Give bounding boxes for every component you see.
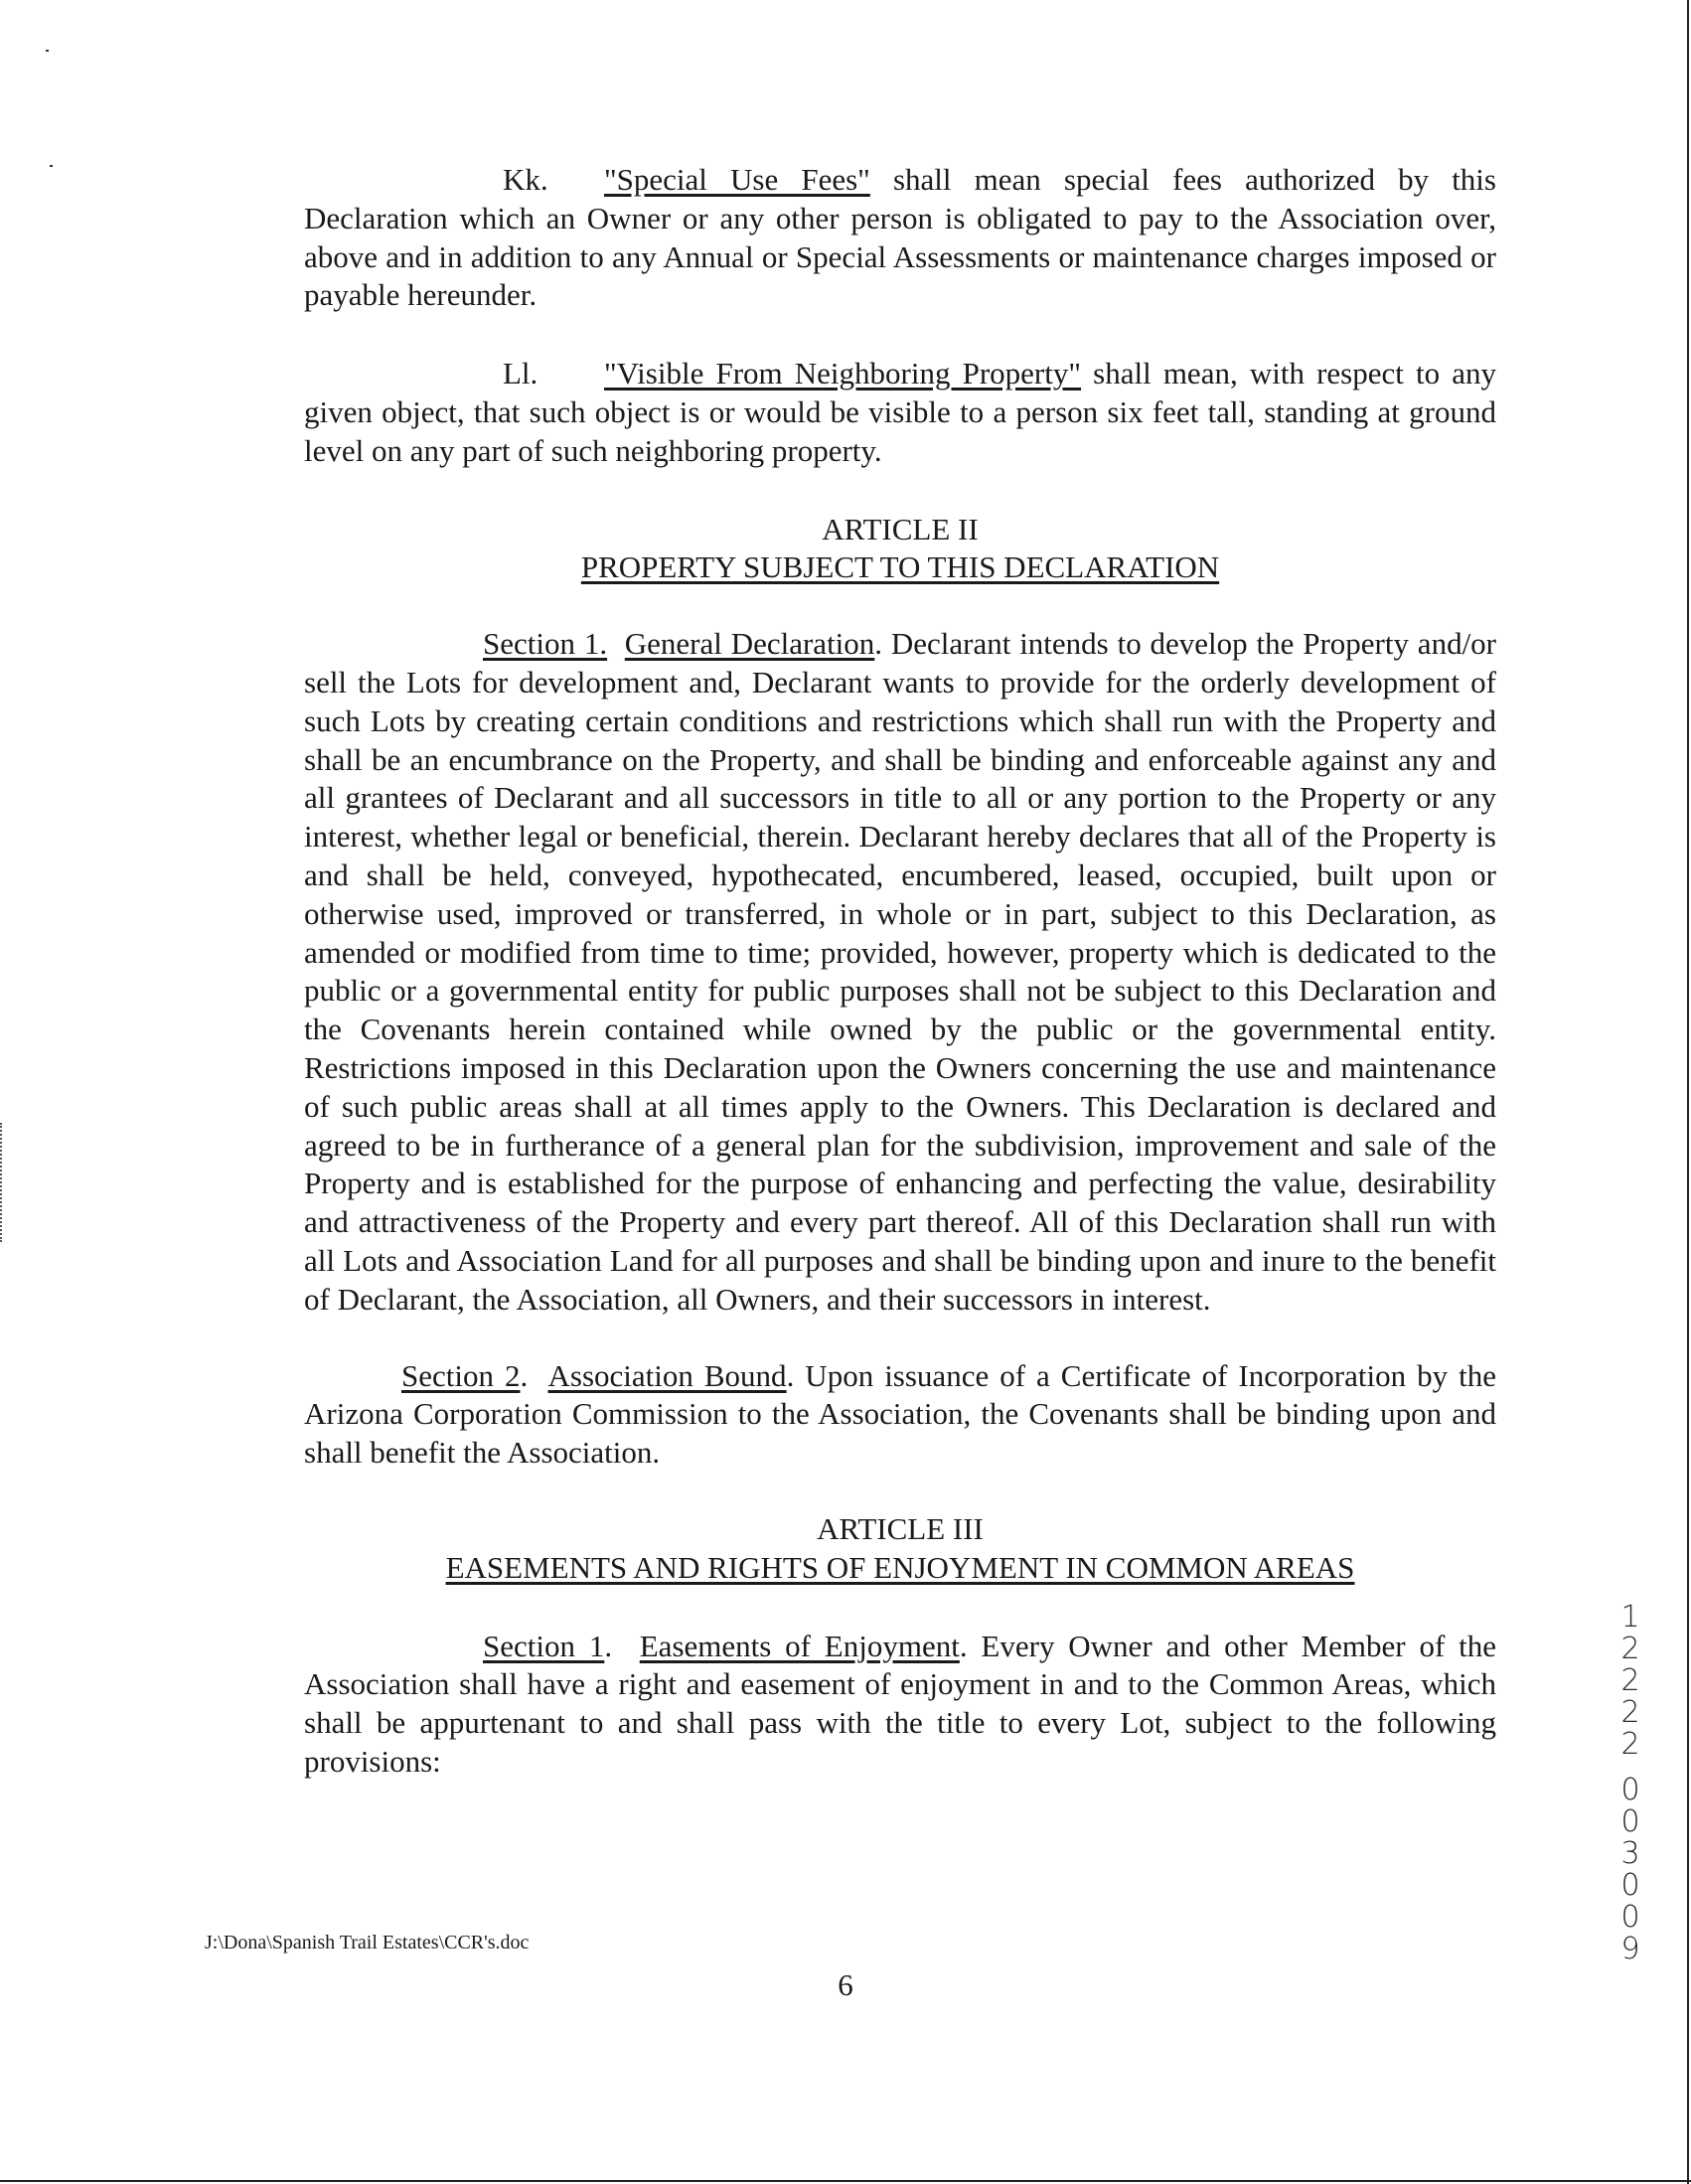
- stamp-digit: 2: [1620, 1727, 1640, 1762]
- article-3-title: [304, 1549, 1496, 1588]
- stamp-digit: 2: [1620, 1663, 1640, 1698]
- scan-speck: [46, 50, 49, 52]
- article-3-number: ARTICLE III: [817, 1510, 984, 1546]
- definition-term: "Special Use Fees": [604, 162, 870, 197]
- definition-text: shall mean, with respect to any given object, that such object is or would be visible to a person six feet tall, standing at ground level on any part of such neighboring property.: [304, 356, 1496, 468]
- article-2-title: [304, 548, 1496, 587]
- stamp-digit: 0: [1620, 1804, 1640, 1839]
- definition-text: shall mean special fees authorized by this Declaration which an Owner or any other person is obligated to pay to the Association over, above and in addition to any Annual or Special Assessments or maintenance charges imposed or payable hereunder.: [304, 162, 1496, 313]
- article-3-section-1: Section 1. Easements of Enjoyment. Every Owner and other Member of the Association shall have a right and easement of enjoyment in and to the Common Areas, which shall be appurtenant to and shall pass with the title to every Lot, subject to the following provisions:: [304, 1628, 1496, 1779]
- definition-label: Kk.: [503, 162, 548, 197]
- stamp-digit: 1: [1620, 1600, 1640, 1635]
- document-body: [304, 161, 1496, 1782]
- section-heading: Easements of Enjoyment: [639, 1628, 960, 1663]
- definition-term: "Visible From Neighboring Property": [604, 356, 1082, 391]
- section-label: Section 2: [401, 1357, 521, 1393]
- definition-kk: [304, 161, 1496, 315]
- page-number: 6: [838, 1967, 853, 2002]
- stamp-digit: 9: [1620, 1932, 1640, 1966]
- stamp-digit: 2: [1620, 1632, 1640, 1666]
- stamp-digit: 0: [1620, 1773, 1640, 1807]
- stamp-digit: 2: [1620, 1695, 1640, 1730]
- footer-file-path: J:\Dona\Spanish Trail Estates\CCR's.doc: [205, 1932, 530, 1953]
- scan-speck: [50, 165, 53, 167]
- section-text: . Declarant intends to develop the Property and/or sell the Lots for development and, Declarant wants to provide for the orderly development of such Lots by creating certain conditions and restrictions which shall run with the Property and shall be an encumbrance on the Property, and shall be binding and enforceable against any and all grantees of Declarant and all successors in title to all or any portion to the Property or any interest, whether legal or beneficial, therein. Declarant hereby declares that all of the Property is and shall be held, conveyed, hypothecated, encumbered, leased, occupied, built upon or otherwise used, improved or transferred, in whole or in part, subject to this Declaration, as amended or modified from time to time; provided, however, property which is dedicated to the public or a governmental entity for public purposes shall not be subject to this Declaration and the Covenants herein contained while owned by the public or the governmental entity. Restrictions imposed in this Declaration upon the Owners concerning the use and maintenance of such public areas shall at all times apply to the Owners. This Declaration is declared and agreed to be in furtherance of a general plan for the subdivision, improvement and sale of the Property and is established for the purpose of enhancing and perfecting the value, desirability and attractiveness of the Property and every part thereof. All of this Declaration shall run with all Lots and Association Land for all purposes and shall be binding upon and inure to the benefit of Declarant, the Association, all Owners, and their successors in interest.: [304, 626, 1497, 1317]
- section-heading: Association Bound: [547, 1357, 787, 1393]
- article-2-title-text: PROPERTY SUBJECT TO THIS DECLARATION: [580, 549, 1220, 585]
- article-2-section-2: Section 2. Association Bound. Upon issuance of a Certificate of Incorporation by the Arizona Corporation Commission to the Association, the Covenants shall be binding upon and shall benefit the Association.: [304, 1357, 1496, 1471]
- stamp-digit: 0: [1620, 1868, 1640, 1903]
- section-text: . Upon issuance of a Certificate of Incorporation by the Arizona Corporation Commission to the Association, the Covenants shall be binding upon and shall benefit the Association.: [304, 1357, 1496, 1471]
- section-text: . Every Owner and other Member of the Association shall have a right and easement of enjoyment in and to the Common Areas, which shall be appurtenant to and shall pass with the title to every Lot, subject to the following provisions:: [304, 1628, 1496, 1779]
- stamp-digit: 3: [1620, 1836, 1640, 1871]
- stamp-digit: 0: [1620, 1900, 1640, 1935]
- scan-border-right: [1687, 0, 1689, 2184]
- section-heading: General Declaration: [624, 626, 875, 662]
- definition-label: Ll.: [503, 356, 538, 391]
- definition-ll: [304, 355, 1496, 470]
- section-label: Section 1.: [483, 626, 608, 662]
- article-2-number: ARTICLE II: [822, 511, 979, 546]
- margin-recording-number: [1615, 1602, 1645, 1965]
- scan-left-edge-marks: [0, 1123, 5, 1242]
- article-3-title-text: EASEMENTS AND RIGHTS OF ENJOYMENT IN COMMON AREAS: [445, 1549, 1355, 1585]
- section-label: Section 1: [483, 1628, 605, 1663]
- article-2-section-1: [304, 625, 1496, 1319]
- scan-border-bottom: [0, 2180, 1691, 2182]
